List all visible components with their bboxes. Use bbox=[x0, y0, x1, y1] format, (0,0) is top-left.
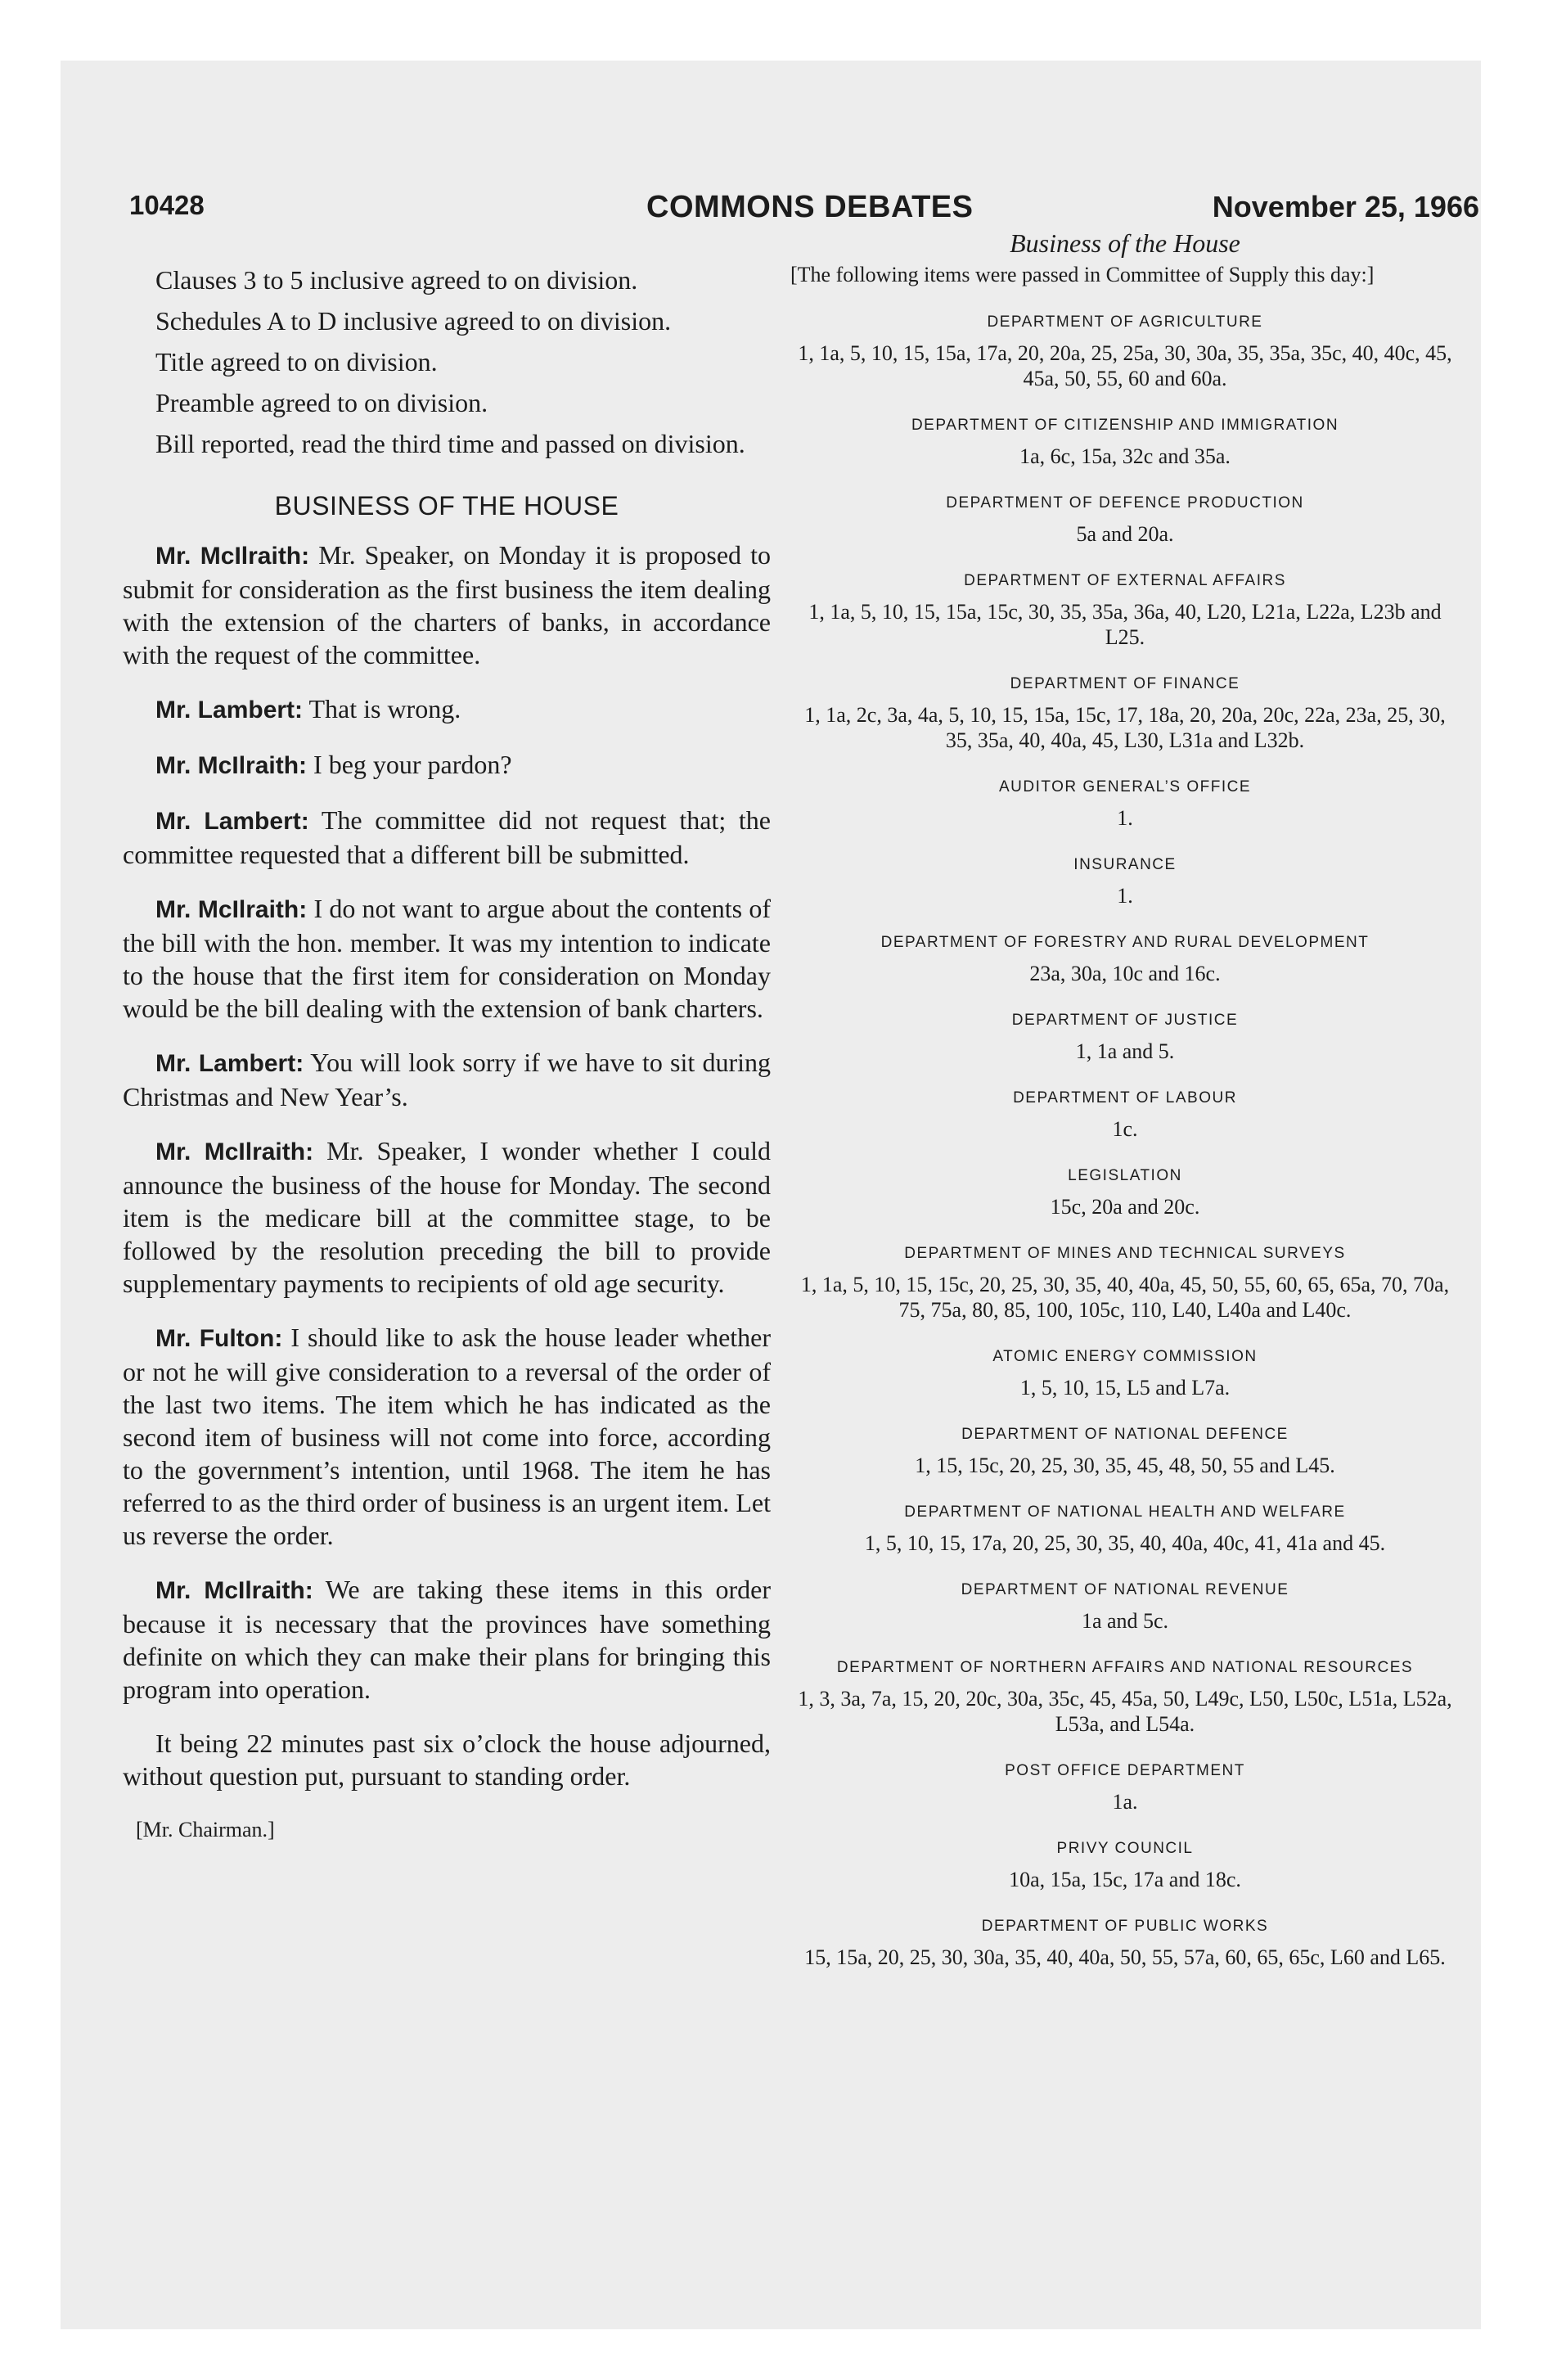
department-name: DEPARTMENT OF EXTERNAL AFFAIRS bbox=[964, 572, 1286, 589]
section-heading: BUSINESS OF THE HOUSE bbox=[274, 491, 619, 521]
speech-text: Mr. Speaker, on Monday it is proposed to submit for consideration as the first business the item dealing with the extension of the charters of banks, in accordance with the request of the committee. bbox=[123, 540, 772, 669]
department-name: DEPARTMENT OF NATIONAL REVENUE bbox=[961, 1581, 1289, 1598]
speech-paragraph bbox=[123, 748, 771, 782]
department-items: 1c. bbox=[1112, 1117, 1138, 1141]
department-name: DEPARTMENT OF AGRICULTURE bbox=[987, 313, 1263, 331]
department-name: LEGISLATION bbox=[1068, 1167, 1182, 1184]
department-name: PRIVY COUNCIL bbox=[1056, 1840, 1194, 1857]
department-entry bbox=[790, 1425, 1460, 1478]
department-entry bbox=[790, 1761, 1460, 1814]
publication-date: November 25, 1966 bbox=[1212, 190, 1479, 223]
department-entry bbox=[790, 313, 1460, 391]
department-entry bbox=[790, 1347, 1460, 1400]
department-items: 1a, 6c, 15a, 32c and 35a. bbox=[1019, 444, 1231, 468]
department-entry bbox=[790, 1166, 1460, 1219]
speech-paragraph bbox=[123, 1134, 771, 1300]
department-name: DEPARTMENT OF JUSTICE bbox=[1011, 1012, 1239, 1029]
department-items: 10a, 15a, 15c, 17a and 18c. bbox=[1009, 1868, 1241, 1891]
department-items: 1, 1a, 5, 10, 15, 15a, 15c, 30, 35, 35a, 36a, 40, L20, L21a, L22a, L23b and L25. bbox=[808, 600, 1442, 649]
department-entry bbox=[790, 1658, 1460, 1737]
department-items: 1a and 5c. bbox=[1081, 1609, 1169, 1633]
speech-text: I beg your pardon? bbox=[313, 750, 512, 779]
department-name: DEPARTMENT OF MINES AND TECHNICAL SURVEYS bbox=[904, 1245, 1346, 1262]
department-name: DEPARTMENT OF PUBLIC WORKS bbox=[981, 1918, 1269, 1935]
department-entry bbox=[790, 1503, 1460, 1556]
department-name: DEPARTMENT OF CITIZENSHIP AND IMMIGRATION bbox=[911, 417, 1339, 434]
department-entry bbox=[790, 494, 1460, 547]
department-entry bbox=[790, 674, 1460, 753]
department-name: ATOMIC ENERGY COMMISSION bbox=[992, 1348, 1258, 1365]
department-name: DEPARTMENT OF NATIONAL HEALTH AND WELFARE bbox=[904, 1503, 1346, 1521]
department-name: INSURANCE bbox=[1073, 856, 1177, 873]
department-items: 1, 1a, 5, 10, 15, 15c, 20, 25, 30, 35, 40, 40a, 45, 50, 55, 60, 65, 65a, 70, 70a, 75, 75a, 80, 85, 100, 105c, 110, L40, L40a and L40c. bbox=[800, 1273, 1450, 1322]
speaker-name: Mr. Lambert: bbox=[155, 1050, 304, 1077]
department-entry bbox=[790, 416, 1460, 469]
speaker-name: Mr. McIlraith: bbox=[155, 1577, 313, 1604]
speaker-name: Mr. McIlraith: bbox=[155, 752, 308, 779]
speech-paragraph bbox=[123, 1046, 771, 1113]
department-items: 1, 5, 10, 15, 17a, 20, 25, 30, 35, 40, 40a, 40c, 41, 41a and 45. bbox=[864, 1531, 1386, 1555]
speaker-name: Mr. Lambert: bbox=[155, 808, 309, 835]
speech-paragraph bbox=[123, 892, 771, 1025]
department-items: 1, 5, 10, 15, L5 and L7a. bbox=[1019, 1376, 1231, 1400]
department-name: AUDITOR GENERAL’S OFFICE bbox=[998, 778, 1252, 796]
schedules-paragraph: Schedules A to D inclusive agreed to on division. bbox=[155, 306, 672, 336]
page-number: 10428 bbox=[129, 190, 205, 220]
department-entry bbox=[790, 1244, 1460, 1323]
department-items: 1. bbox=[1117, 806, 1133, 830]
speech-paragraph bbox=[123, 692, 771, 727]
bill-reported-paragraph: Bill reported, read the third time and passed on division. bbox=[155, 429, 745, 458]
speaker-name: Mr. Lambert: bbox=[155, 696, 304, 723]
department-name: DEPARTMENT OF NORTHERN AFFAIRS AND NATIONAL RESOURCES bbox=[836, 1659, 1414, 1676]
business-heading: Business of the House bbox=[1010, 228, 1240, 258]
department-entry bbox=[790, 778, 1460, 831]
left-column bbox=[123, 264, 771, 1855]
speaker-name: Mr. McIlraith: bbox=[155, 896, 308, 923]
department-entry bbox=[790, 1580, 1460, 1634]
department-name: DEPARTMENT OF LABOUR bbox=[1013, 1089, 1237, 1107]
department-items: 1, 3, 3a, 7a, 15, 20, 20c, 30a, 35c, 45, 45a, 50, L49c, L50, L50c, L51a, L52a, L53a, and L54a. bbox=[798, 1687, 1452, 1736]
speaker-name: Mr. McIlraith: bbox=[155, 543, 310, 570]
department-items: 15c, 20a and 20c. bbox=[1050, 1195, 1200, 1219]
speaker-name: Mr. McIlraith: bbox=[155, 1138, 314, 1165]
speaker-name: Mr. Fulton: bbox=[155, 1325, 283, 1352]
department-items: 1, 15, 15c, 20, 25, 30, 35, 45, 48, 50, 55 and L45. bbox=[915, 1454, 1335, 1477]
department-entry bbox=[790, 855, 1460, 908]
speech-text: You will look sorry if we have to sit during Christmas and New Year’s. bbox=[123, 1048, 772, 1111]
title-paragraph: Title agreed to on division. bbox=[155, 347, 438, 376]
department-items: 1, 1a, 2c, 3a, 4a, 5, 10, 15, 15a, 15c, 17, 18a, 20, 20a, 20c, 22a, 23a, 25, 30, 35, 35a, 40, 40a, 45, L30, L31a and L32b. bbox=[804, 703, 1446, 752]
adjournment-paragraph: It being 22 minutes past six o’clock the house adjourned, without question put, pursuant to standing order. bbox=[123, 1729, 771, 1791]
speech-paragraph bbox=[123, 804, 771, 871]
department-entry bbox=[790, 1839, 1460, 1892]
department-items: 23a, 30a, 10c and 16c. bbox=[1029, 962, 1221, 985]
department-items: 1, 1a and 5. bbox=[1075, 1039, 1175, 1063]
department-items: 5a and 20a. bbox=[1076, 522, 1174, 546]
department-name: POST OFFICE DEPARTMENT bbox=[1005, 1762, 1245, 1779]
supply-intro: [The following items were passed in Committee of Supply this day:] bbox=[790, 263, 1375, 286]
department-items: 1a. bbox=[1112, 1790, 1138, 1814]
department-items: 1, 1a, 5, 10, 15, 15a, 17a, 20, 20a, 25, 25a, 30, 30a, 35, 35a, 35c, 40, 40c, 45, 45a, 50, 55, 60 and 60a. bbox=[798, 341, 1452, 390]
speech-text: I should like to ask the house leader whether or not he will give consideration to a reversal of the order of the last two items. The item which he has indicated as the second item of business will not come into force, according to the government’s intention, until 1968. The item he has referred to as the third order of business is an urgent item. Let us reverse the order. bbox=[123, 1323, 772, 1550]
right-column bbox=[790, 228, 1460, 1995]
department-entry bbox=[790, 1917, 1460, 1970]
department-name: DEPARTMENT OF DEFENCE PRODUCTION bbox=[946, 494, 1304, 512]
department-entry bbox=[790, 1089, 1460, 1142]
department-entry bbox=[790, 1011, 1460, 1064]
chairman-note: [Mr. Chairman.] bbox=[136, 1818, 275, 1841]
department-name: DEPARTMENT OF FINANCE bbox=[1010, 675, 1240, 692]
speech-paragraph bbox=[123, 1321, 771, 1552]
department-name: DEPARTMENT OF NATIONAL DEFENCE bbox=[961, 1426, 1289, 1443]
speech-paragraph bbox=[123, 539, 771, 671]
department-entry bbox=[790, 933, 1460, 986]
clauses-paragraph: Clauses 3 to 5 inclusive agreed to on division. bbox=[155, 265, 638, 295]
speech-text: Mr. Speaker, I wonder whether I could announce the business of the house for Monday. The second item is the medicare bill at the committee stage, to be followed by the resolution preceding the bill to provide supplementary payments to recipients of old age security. bbox=[123, 1136, 772, 1298]
speech-text: We are taking these items in this order because it is necessary that the provinces have something definite on which they can make their plans for bringing this program into operation. bbox=[123, 1575, 772, 1704]
speech-paragraph bbox=[123, 1573, 771, 1706]
department-entry bbox=[790, 571, 1460, 650]
department-items: 15, 15a, 20, 25, 30, 30a, 35, 40, 40a, 50, 55, 57a, 60, 65, 65c, L60 and L65. bbox=[804, 1945, 1446, 1969]
department-list bbox=[790, 313, 1460, 1970]
preamble-paragraph: Preamble agreed to on division. bbox=[155, 388, 488, 417]
publication-title: COMMONS DEBATES bbox=[646, 190, 974, 224]
speech-text: The committee did not request that; the committee requested that a different bill be submitted. bbox=[123, 805, 772, 869]
department-items: 1. bbox=[1117, 884, 1133, 908]
page-header bbox=[129, 190, 1479, 226]
speech-text: That is wrong. bbox=[308, 694, 461, 723]
department-name: DEPARTMENT OF FORESTRY AND RURAL DEVELOPMENT bbox=[880, 934, 1370, 951]
speech-text: I do not want to argue about the contents of the bill with the hon. member. It was my intention to indicate to the house that the first item for consideration on Monday would be the bill dealing with the extension of bank charters. bbox=[123, 894, 772, 1023]
